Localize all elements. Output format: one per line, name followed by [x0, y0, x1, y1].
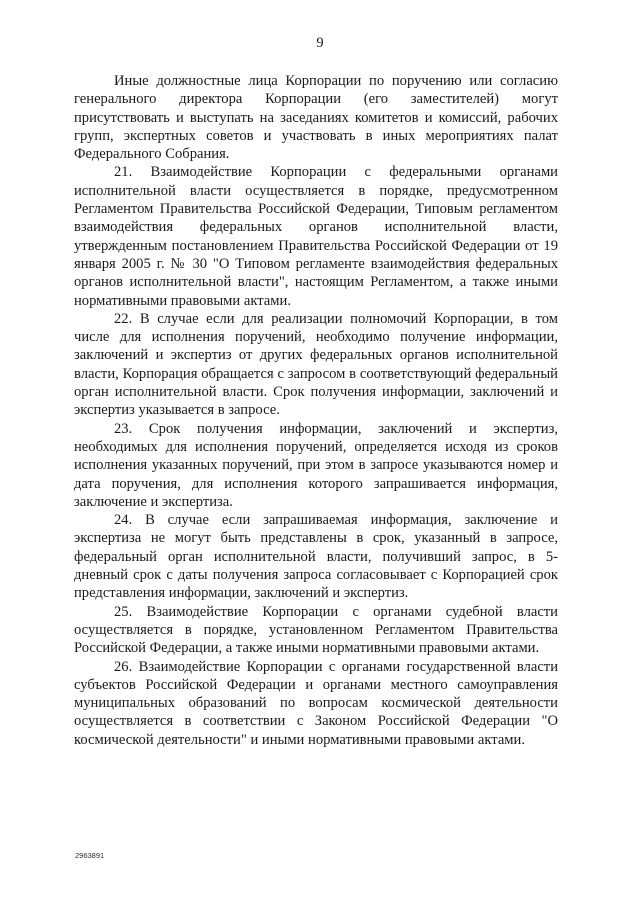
paragraph-22: 22. В случае если для реализации полномочий Корпорации, в том числе для исполнения поручений, необходимо получение информации, заключений и экспертиз от других федеральных органов исполнительной власти, Корпорация обращается с запросом в соответствующий федеральный орган исполнительной власти. Срок получения информации, заключений и экспертиз указывается в запросе. [74, 310, 558, 419]
paragraph-23: 23. Срок получения информации, заключений и экспертиз, необходимых для исполнения поручений, определяется исходя из сроков исполнения указанных поручений, при этом в запросе указываются номер и дата поручения, для исполнения которого запрашивается информация, заключение и экспертиза. [74, 420, 558, 510]
paragraph-25: 25. Взаимодействие Корпорации с органами судебной власти осуществляется в порядке, установленном Регламентом Правительства Российской Федерации, а также иными нормативными правовыми актами. [74, 603, 558, 657]
document-id: 2963891 [75, 851, 105, 860]
paragraph-26: 26. Взаимодействие Корпорации с органами государственной власти субъектов Российской Федерации и органами местного самоуправления муниципальных образований по вопросам космической деятельности осуществляется в соответствии с Законом Российской Федерации "О космической деятельности" и иными нормативными правовыми актами. [74, 658, 558, 748]
paragraph-21: 21. Взаимодействие Корпорации с федеральными органами исполнительной власти осуществляется в порядке, предусмотренном Регламентом Правительства Российской Федерации, Типовым регламентом взаимодействия федеральных органов исполнительной власти, утвержденным постановлением Правительства Российской Федерации от 19 января 2005 г. № 30 "О Типовом регламенте взаимодействия федеральных органов исполнительной власти", настоящим Регламентом, а также иными нормативными правовыми актами. [74, 164, 558, 309]
page-number: 9 [316, 35, 324, 51]
paragraph-officials-participation: Иные должностные лица Корпорации по поручению или согласию генерального директора Корпорации (его заместителей) могут присутствовать и выступать на заседаниях комитетов и комиссий, рабочих групп, экспертных советов и участвовать в иных мероприятиях палат Федерального Собрания. [74, 73, 558, 163]
document-body [74, 72, 558, 749]
paragraph-24: 24. В случае если запрашиваемая информация, заключение и экспертиза не могут быть представлены в срок, указанный в запросе, федеральный орган исполнительной власти, получивший запрос, в 5-дневный срок с даты получения запроса согласовывает с Корпорацией срок представления информации, заключений и экспертиз. [74, 512, 558, 602]
